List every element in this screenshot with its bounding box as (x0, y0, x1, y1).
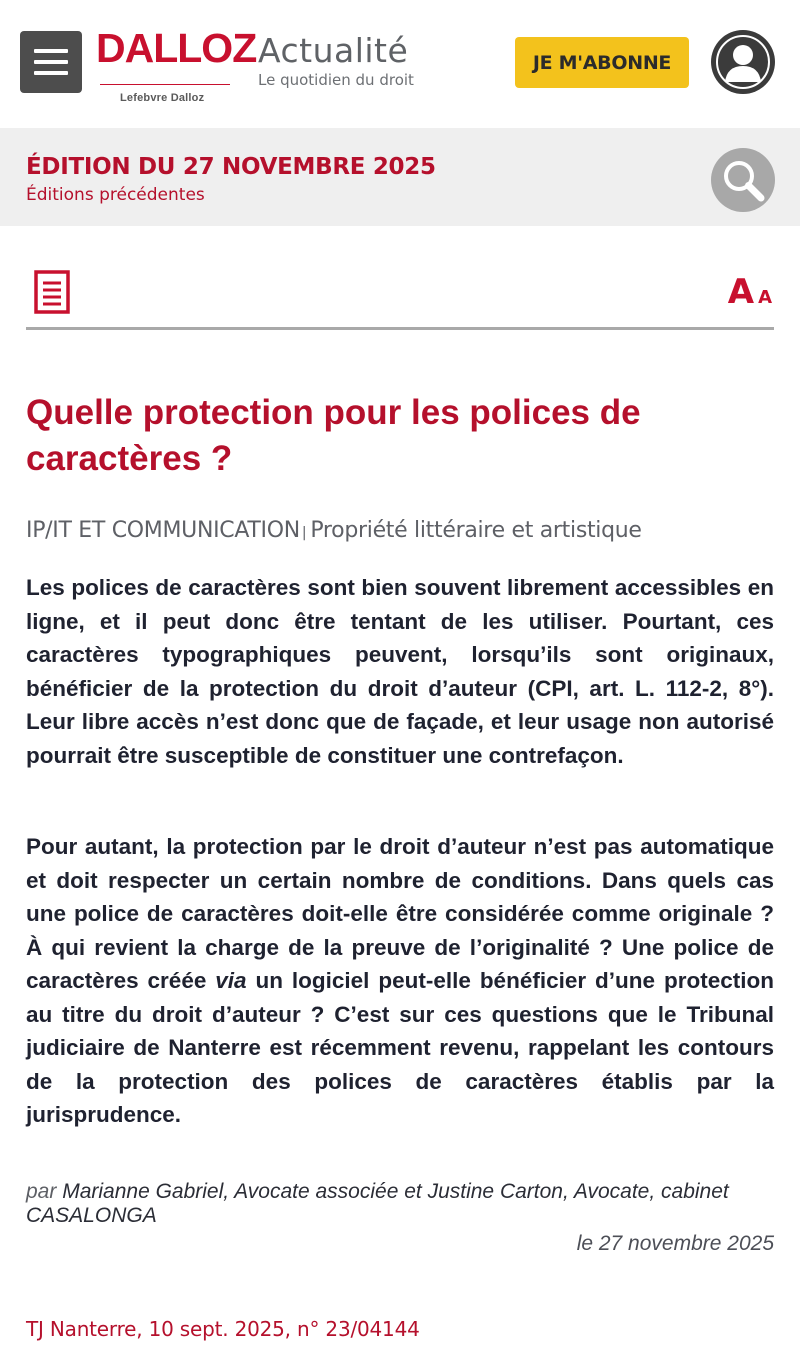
brand-subtitle: Le quotidien du droit (258, 71, 414, 89)
author-byline (26, 1180, 774, 1228)
article-category (26, 518, 786, 543)
edition-bar (0, 128, 800, 226)
font-decrease-icon[interactable]: A (758, 287, 772, 308)
category-main[interactable]: IP/IT ET COMMUNICATION (26, 518, 300, 543)
document-icon (34, 270, 70, 314)
byline-prefix: par (26, 1180, 57, 1203)
article-toolbar (26, 266, 774, 330)
paragraph2-part2: un logiciel peut-elle bénéficier d’une protection au titre du droit d’auteur ? C’est sur ces questions que le Tribunal judiciaire de Nanterre est récemment revenu, rappelant les contours de la protection des polices de caractères établis par la jurisprudence. (26, 968, 774, 1127)
byline-authors: Marianne Gabriel, Avocate associée et Justine Carton, Avocate, cabinet CASALONGA (26, 1180, 729, 1227)
logo-text: DALLOZ (96, 25, 257, 71)
edition-title: ÉDITION DU 27 NOVEMBRE 2025 (26, 154, 436, 180)
paragraph2-part1: Pour autant, la protection par le droit d’auteur n’est pas automatique et doit respecter un certain nombre de conditions. Dans quels cas une police de caractères doit-elle être considérée comme originale ? À qui revient la charge de la preuve de l’originalité ? Une police de caractères créée (26, 834, 774, 993)
menu-button[interactable] (20, 31, 82, 93)
article-title: Quelle protection pour les polices de caractères ? (26, 393, 641, 478)
logo-subtitle: Lefebvre Dalloz (120, 92, 205, 104)
user-avatar-icon (711, 30, 775, 94)
logo-divider (100, 84, 230, 85)
paragraph2-italic: via (215, 968, 247, 993)
category-sub[interactable]: Propriété littéraire et artistique (310, 518, 642, 543)
hamburger-line (34, 71, 68, 75)
font-size-control[interactable] (728, 272, 772, 312)
lead-paragraph-1: Les polices de caractères sont bien souvent librement accessibles en ligne, et il peut donc être tentant de les utiliser. Pourtant, ces caractères typographiques peuvent, lorsqu’ils sont originaux, bénéficier de la protection du droit d’auteur (CPI, art. L. 112-2, 8°). Leur libre accès n’est donc que de façade, et leur usage non autorisé pourrait être susceptible de constituer une contrefaçon. (26, 575, 774, 768)
search-icon (711, 148, 775, 212)
brand-title: Actualité (258, 31, 409, 70)
font-increase-icon[interactable]: A (727, 272, 755, 312)
hamburger-menu-icon (34, 49, 68, 53)
document-button[interactable] (34, 270, 70, 319)
previous-editions-link[interactable]: Éditions précédentes (26, 185, 205, 205)
site-header (0, 0, 800, 128)
publication-date: le 27 novembre 2025 (576, 1232, 774, 1255)
decision-reference-link[interactable]: TJ Nanterre, 10 sept. 2025, n° 23/04144 (26, 1317, 420, 1341)
brand-block[interactable] (258, 31, 414, 89)
lead-paragraph-2 (26, 830, 774, 1132)
category-separator: | (301, 525, 307, 541)
search-button[interactable] (711, 148, 775, 212)
account-button[interactable] (711, 30, 775, 94)
subscribe-button[interactable]: JE M'ABONNE (515, 37, 689, 88)
hamburger-line (34, 60, 68, 64)
dalloz-logo[interactable] (96, 22, 257, 108)
